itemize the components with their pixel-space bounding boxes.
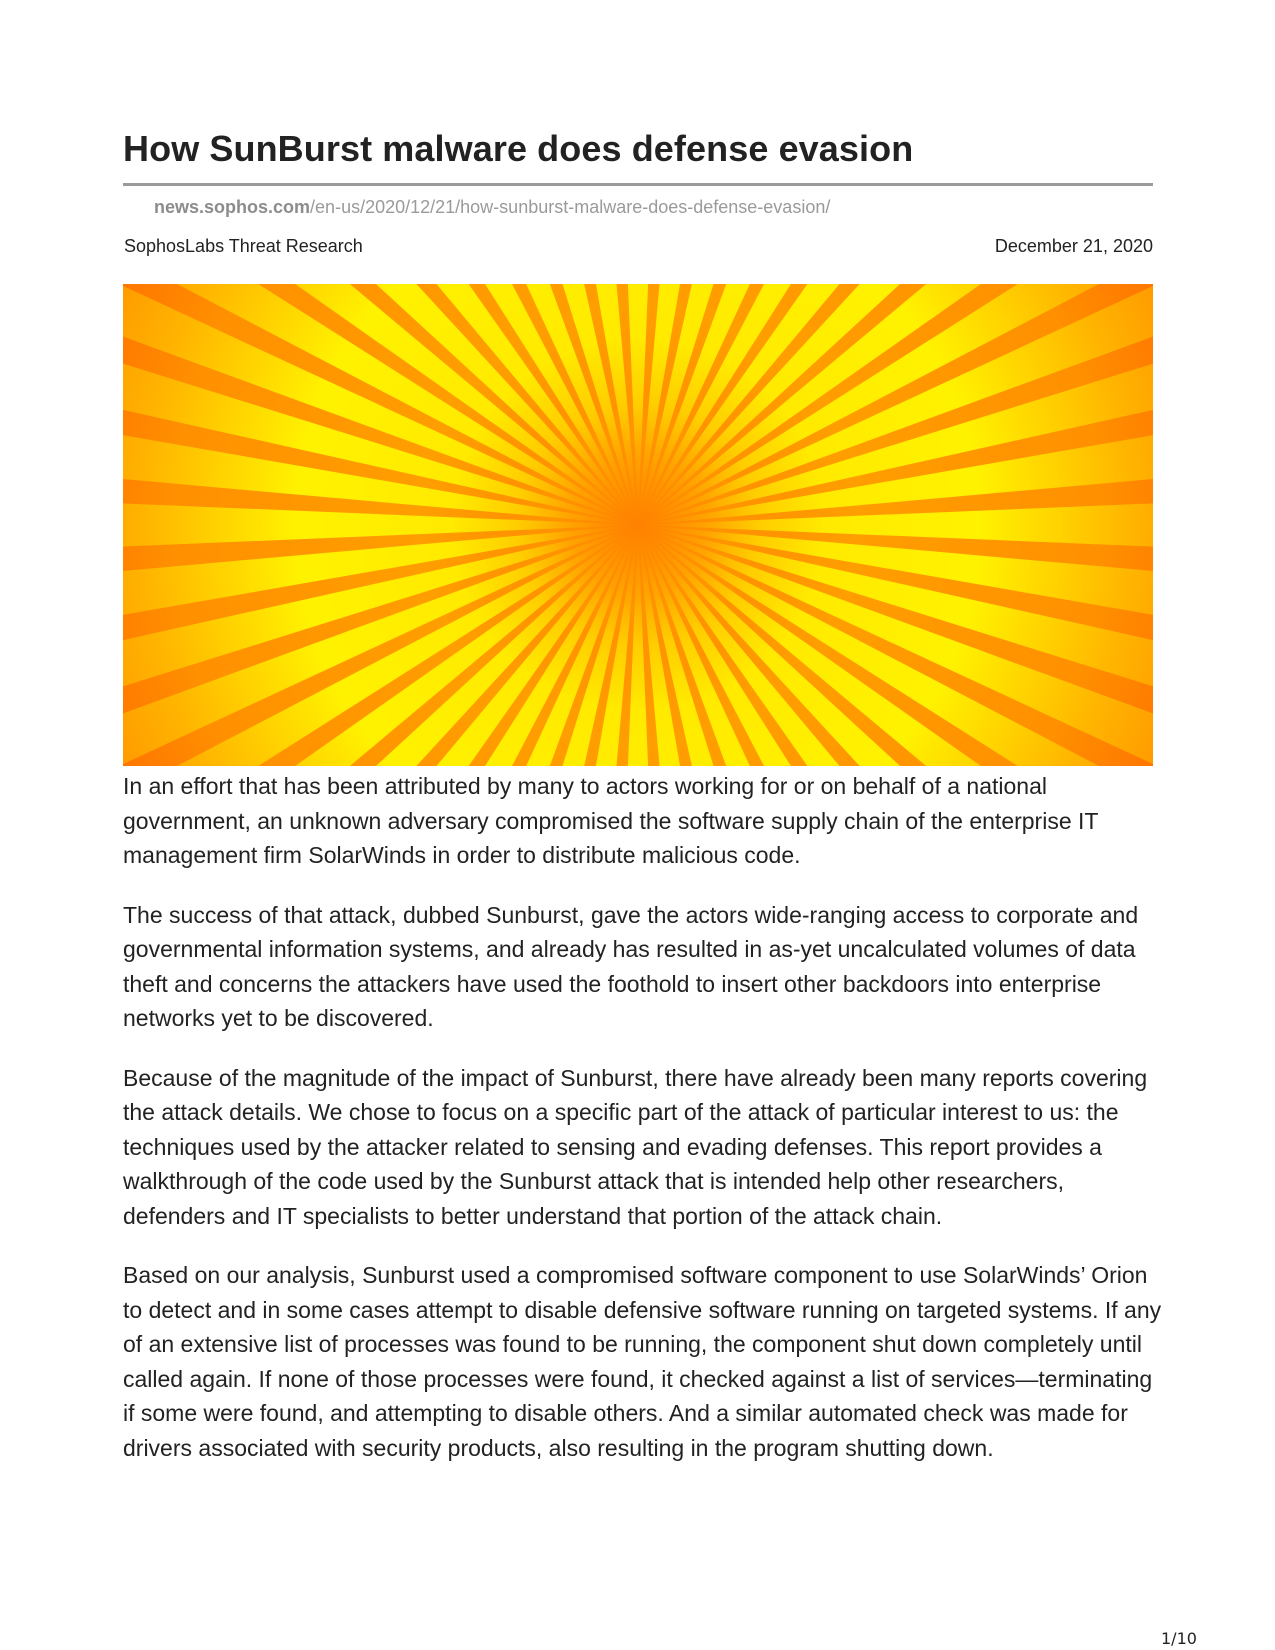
paragraph: Based on our analysis, Sunburst used a compromised software component to use SolarWinds’ Orion to detect and in some cases attempt to disable defensive software running on targeted systems. If any of an extensive list of processes was found to be running, the component shut down completely until called again. If none of those processes were found, it checked against a list of services—terminating if some were found, and attempting to disable others. And a similar automated check was made for drivers associated with security products, also resulting in the program shutting down.: [123, 1262, 1162, 1461]
paragraph: Because of the magnitude of the impact of Sunburst, there have already been many reports covering the attack details. We chose to focus on a specific part of the attack of particular interest to us: the techniques used by the attacker related to sensing and evading defenses. This report provides a walkthrough of the code used by the Sunburst attack that is intended help other researchers, defenders and IT specialists to better understand that portion of the attack chain.: [123, 1064, 1148, 1229]
paragraph: In an effort that has been attributed by many to actors working for or on behalf of a national government, an unknown adversary compromised the software supply chain of the enterprise IT management firm SolarWinds in order to distribute malicious code.: [123, 773, 1099, 868]
source-url-path[interactable]: /en-us/2020/12/21/how-sunburst-malware-does-defense-evasion/: [310, 197, 831, 217]
sunburst-core: [518, 405, 758, 645]
article-title: How SunBurst malware does defense evasion: [123, 128, 914, 169]
article-date: December 21, 2020: [994, 236, 1153, 256]
source-url[interactable]: [154, 197, 830, 218]
article-body: [123, 769, 1163, 1490]
sunburst-illustration: [123, 284, 1153, 766]
source-url-domain[interactable]: news.sophos.com: [154, 197, 311, 217]
article-author: SophosLabs Threat Research: [124, 236, 363, 256]
page-number: 1/10: [1161, 1629, 1197, 1648]
hero-image: [123, 284, 1153, 766]
title-divider: [123, 183, 1153, 186]
paragraph: The success of that attack, dubbed Sunburst, gave the actors wide-ranging access to corporate and governmental information systems, and already has resulted in as-yet uncalculated volumes of data theft and concerns the attackers have used the foothold to insert other backdoors into enterprise networks yet to be discovered.: [123, 901, 1139, 1031]
